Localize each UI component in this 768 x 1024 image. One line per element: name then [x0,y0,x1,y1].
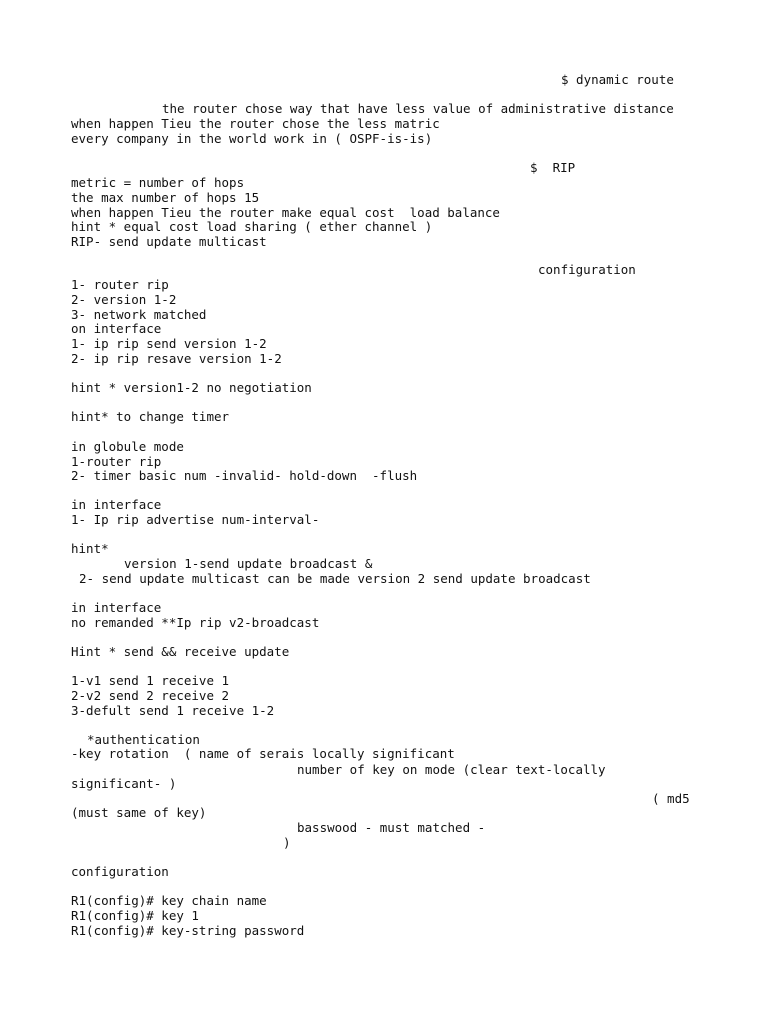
text-line: 1- ip rip send version 1-2 [71,336,267,351]
text-line: -key rotation ( name of serais locally significant [71,746,455,761]
heading-dynamic-route: $ dynamic route [561,72,674,87]
heading-configuration: configuration [538,262,636,277]
text-line: hint * equal cost load sharing ( ether channel ) [71,219,433,234]
text-line: metric = number of hops [71,175,245,190]
text-line: 2-v2 send 2 receive 2 [71,688,230,703]
text-line: Hint * send && receive update [71,644,290,659]
text-line: R1(config)# key chain name [71,893,267,908]
text-line: in interface [71,497,162,512]
heading-rip: $ RIP [530,160,576,175]
text-line: the max number of hops 15 [71,190,260,205]
text-line: version 1-send update broadcast & [124,556,373,571]
text-line: 1-router rip [71,454,162,469]
text-line: the router chose way that have less value of administrative distance [162,101,674,116]
text-line: hint* to change timer [71,409,230,424]
text-line: 3-defult send 1 receive 1-2 [71,703,275,718]
text-line: ) [283,835,291,850]
text-line: hint* [71,541,109,556]
text-line: every company in the world work in ( OSPF-is-is) [71,131,433,146]
text-line: 2- ip rip resave version 1-2 [71,351,282,366]
text-line: 2- timer basic num -invalid- hold-down -flush [71,468,418,483]
heading-configuration: configuration [71,864,169,879]
text-line: in globule mode [71,439,184,454]
text-line: no remanded **Ip rip v2-broadcast [71,615,320,630]
text-line: on interface [71,321,162,336]
text-line: *authentication [87,732,200,747]
text-line: 1- Ip rip advertise num-interval- [71,512,320,527]
text-line: number of key on mode (clear text-locally [297,762,606,777]
text-line: (must same of key) [71,805,207,820]
text-line: in interface [71,600,162,615]
text-line: when happen Tieu the router make equal cost load balance [71,205,500,220]
text-line: 2- send update multicast can be made version 2 send update broadcast [79,571,591,586]
text-line: ( md5 [652,791,690,806]
text-line: hint * version1-2 no negotiation [71,380,312,395]
text-line: significant- ) [71,776,177,791]
text-line: R1(config)# key-string password [71,923,305,938]
text-line: R1(config)# key 1 [71,908,199,923]
text-line: 1- router rip [71,277,169,292]
text-line: 1-v1 send 1 receive 1 [71,673,230,688]
text-line: 3- network matched [71,307,207,322]
text-line: basswood - must matched - [297,820,486,835]
text-line: RIP- send update multicast [71,234,267,249]
text-line: 2- version 1-2 [71,292,177,307]
text-line: when happen Tieu the router chose the less matric [71,116,440,131]
